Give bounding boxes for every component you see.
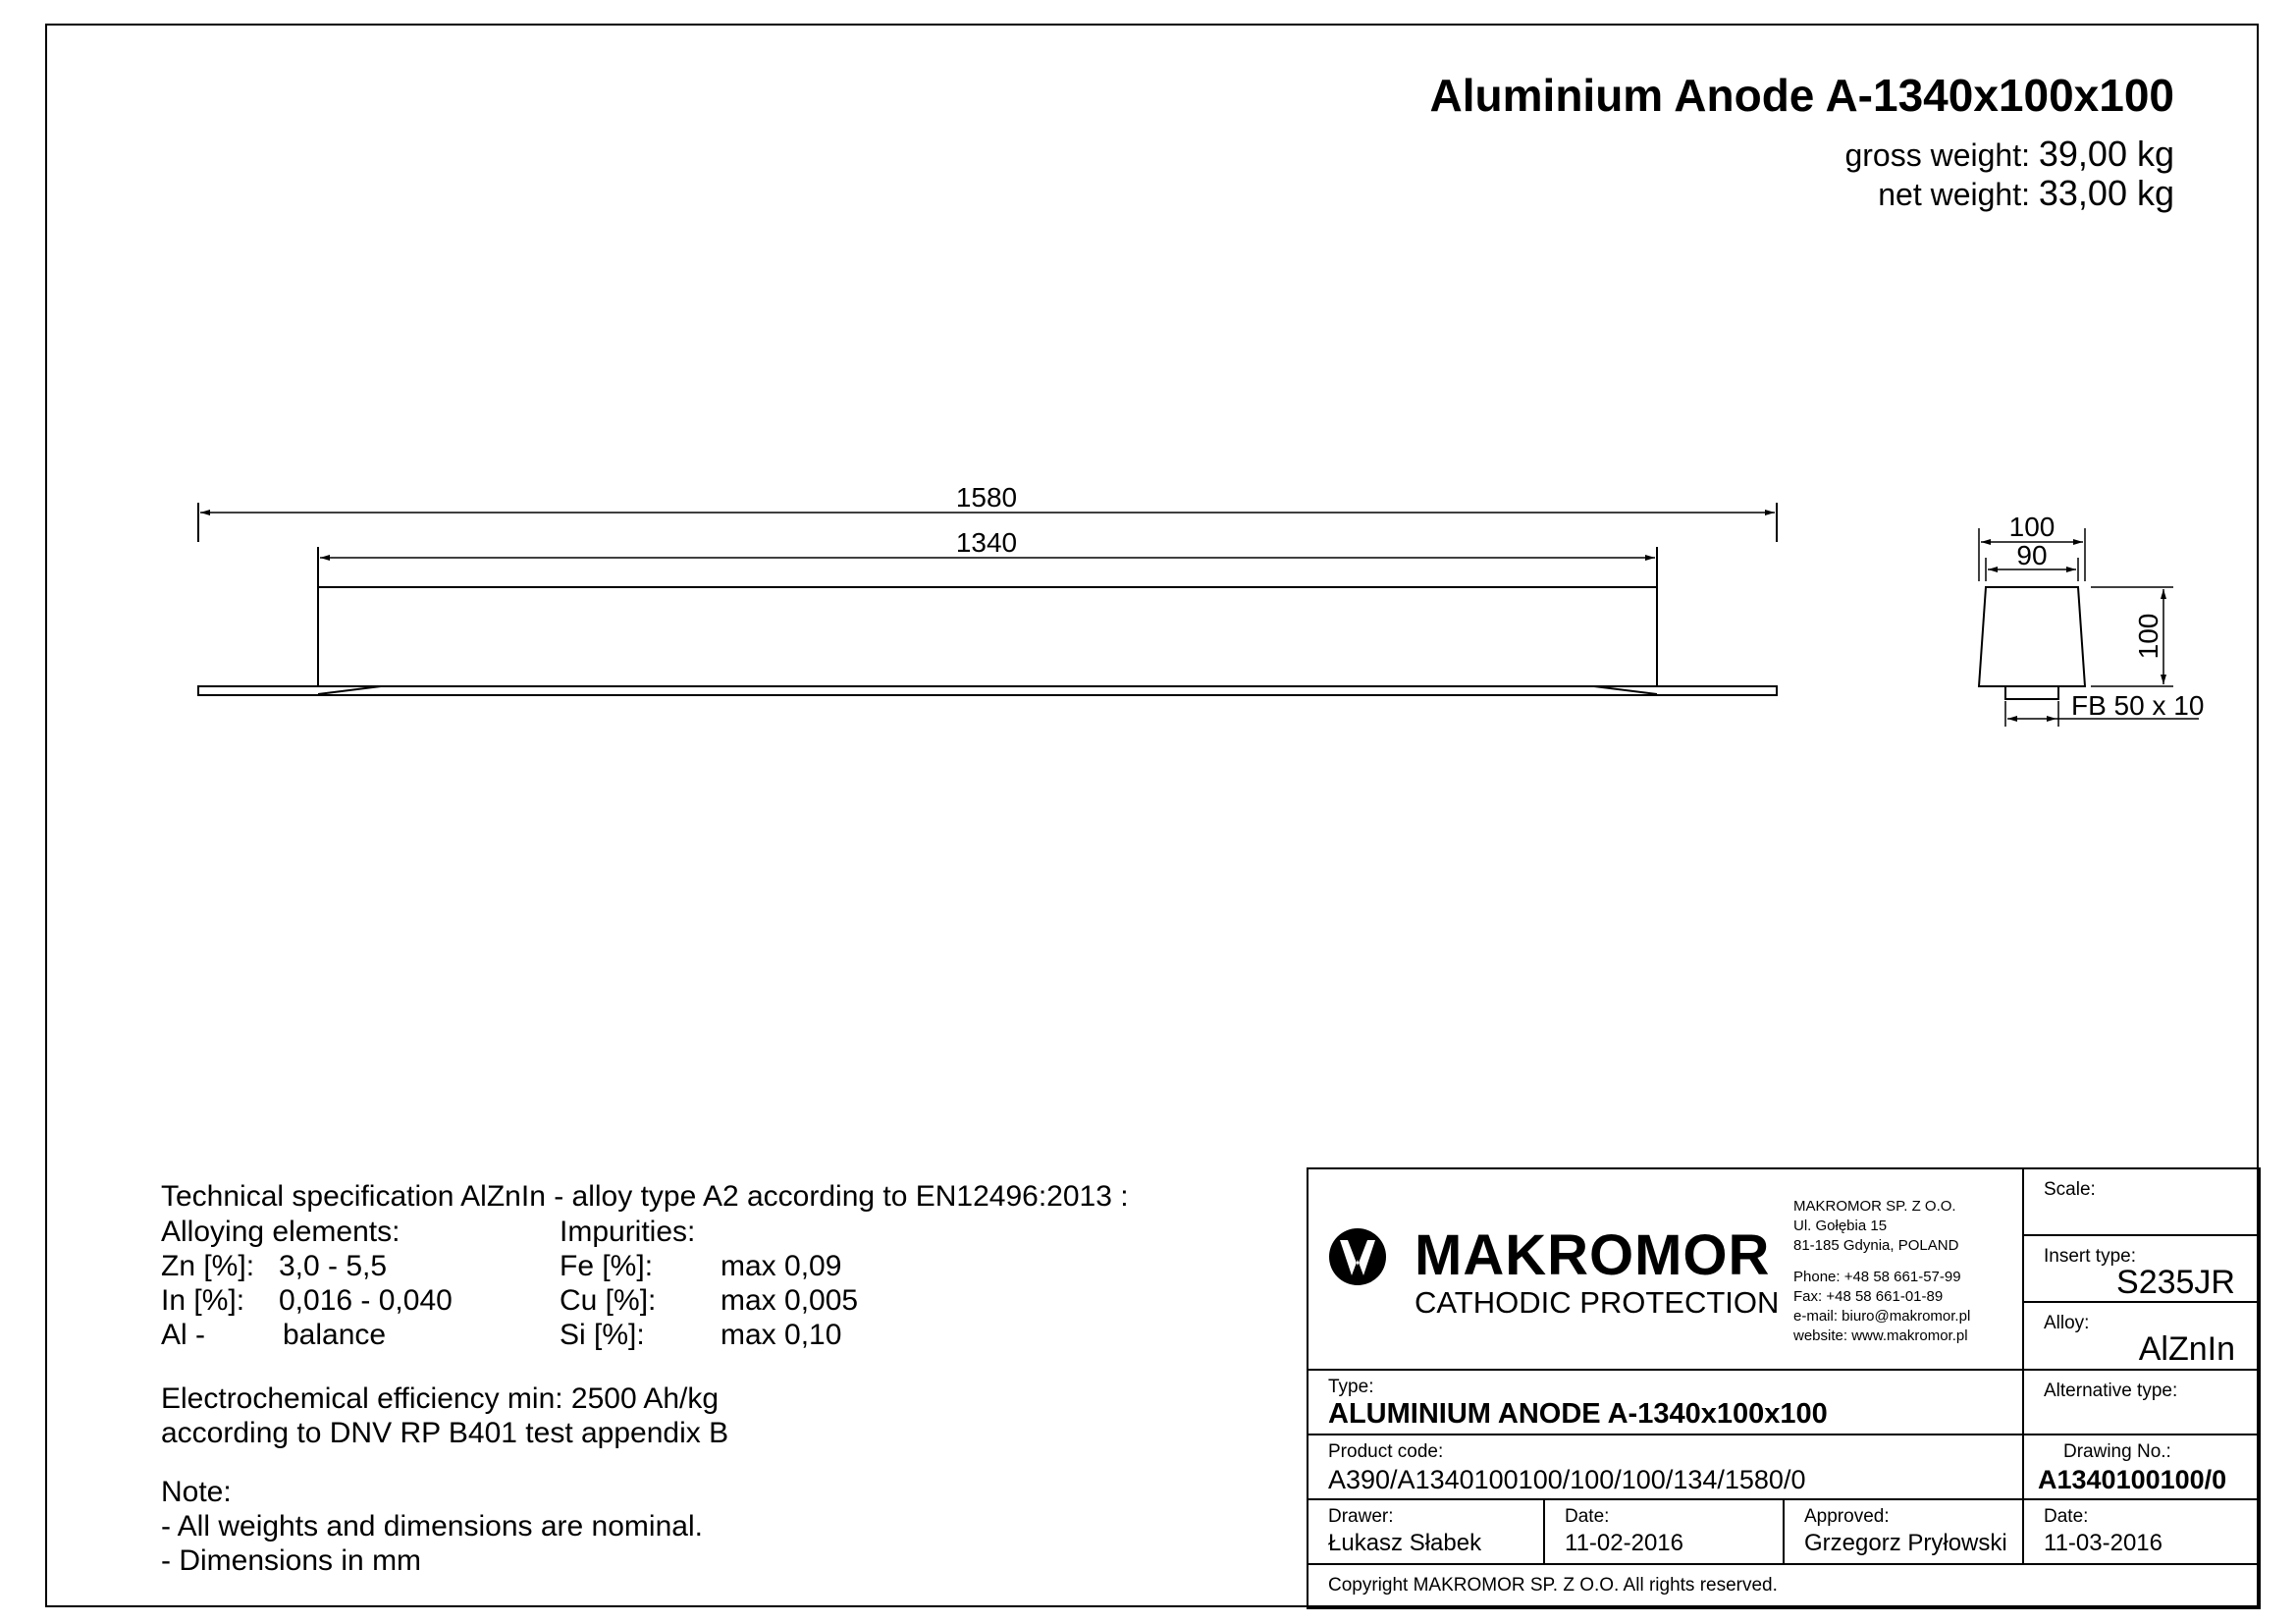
type-value: ALUMINIUM ANODE A-1340x100x100 [1328,1398,1828,1430]
address-company: MAKROMOR SP. Z O.O. [1793,1198,1956,1215]
note-line-1: - All weights and dimensions are nominal. [161,1510,703,1543]
drawing-number-value: A1340100100/0 [2038,1465,2227,1494]
date-approved-cell [2024,1500,2261,1565]
insert-cell [2024,1236,2261,1303]
type-cell [1308,1371,2024,1435]
alloy-row-zn-element: Zn [%]: [161,1250,255,1282]
product-code-value: A390/A1340100100/100/100/134/1580/0 [1328,1465,1806,1494]
alloy-value: AlZnIn [2138,1330,2235,1368]
address-fax: Fax: +48 58 661-01-89 [1793,1288,1944,1305]
anode-body-end [1979,587,2085,686]
alternative-type-label: Alternative type: [2044,1380,2178,1401]
impurity-row-cu-value: max 0,005 [721,1284,859,1317]
alloy-label: Alloy: [2044,1313,2090,1333]
gross-weight-value: 39,00 kg [2038,134,2174,174]
alloy-row-al-value: balance [283,1319,387,1351]
drawer-value: Łukasz Słabek [1328,1530,1482,1556]
makromor-logo-icon [1328,1226,1387,1287]
dimension-label-1580: 1580 [955,482,1018,513]
company-subtitle: CATHODIC PROTECTION [1415,1285,1780,1320]
approved-cell [1785,1500,2024,1565]
date-drawn-label: Date: [1565,1506,1610,1527]
product-code-cell [1308,1435,2024,1500]
note-heading: Note: [161,1476,232,1508]
drawing-number-label: Drawing No.: [2063,1441,2171,1462]
drawer-label: Drawer: [1328,1506,1394,1527]
impurity-row-si-value: max 0,10 [721,1319,842,1351]
impurities-heading: Impurities: [560,1216,696,1248]
address-street: Ul. Gołębia 15 [1793,1218,1888,1234]
address-website: website: www.makromor.pl [1793,1327,1968,1344]
flat-bar-insert [198,686,1777,695]
alloy-row-zn-value: 3,0 - 5,5 [279,1250,388,1282]
company-address [1793,1197,1970,1346]
alloy-row-in-element: In [%]: [161,1284,245,1317]
efficiency-line-2: according to DNV RP B401 test appendix B [161,1417,729,1449]
type-label: Type: [1328,1377,1374,1397]
address-phone: Phone: +48 58 661-57-99 [1793,1269,1961,1285]
scale-cell [2024,1169,2261,1236]
company-cell [1308,1169,2024,1371]
net-weight-label: net weight: [1878,177,2030,212]
insert-label: Insert type: [2044,1246,2136,1267]
title-block [1307,1167,2261,1609]
spec-heading: Technical specification AlZnIn - alloy type A2 according to EN12496:2013 : [161,1180,1129,1213]
impurity-row-si-element: Si [%]: [560,1319,645,1351]
copyright-cell [1308,1565,2261,1609]
dimension-label-width-100: 100 [2008,512,2056,542]
dimension-label-flat-bar: FB 50 x 10 [2071,690,2205,721]
company-logo-text: MAKROMOR [1415,1223,1771,1287]
approved-label: Approved: [1804,1506,1890,1527]
approved-value: Grzegorz Pryłowski [1804,1530,2007,1556]
product-code-label: Product code: [1328,1441,1444,1462]
gross-weight-label: gross weight: [1844,137,2030,173]
alloy-row-in-value: 0,016 - 0,040 [279,1284,453,1317]
alloy-row-al-element: Al - [161,1319,205,1351]
bar-transition-left [318,686,381,694]
bar-transition-right [1594,686,1657,694]
alloy-cell [2024,1303,2261,1371]
anode-body-side [318,587,1657,686]
date-drawn-value: 11-02-2016 [1565,1530,1683,1556]
drawing-title: Aluminium Anode A-1340x100x100 [1429,70,2174,121]
flat-bar-end [2005,686,2058,699]
note-line-2: - Dimensions in mm [161,1544,422,1577]
address-city: 81-185 Gdynia, POLAND [1793,1237,1959,1254]
dimension-label-width-90: 90 [2016,540,2048,570]
copyright-text: Copyright MAKROMOR SP. Z O.O. All rights reserved. [1328,1575,1778,1596]
date-approved-label: Date: [2044,1506,2089,1527]
address-email: e-mail: biuro@makromor.pl [1793,1308,1971,1325]
impurity-row-fe-element: Fe [%]: [560,1250,654,1282]
alternative-type-cell [2024,1371,2261,1435]
dimension-label-1340: 1340 [955,527,1018,558]
drawer-cell [1308,1500,1545,1565]
scale-label: Scale: [2044,1179,2096,1200]
impurity-row-fe-value: max 0,09 [721,1250,842,1282]
date-drawn-cell [1545,1500,1785,1565]
net-weight-value: 33,00 kg [2038,173,2174,213]
alloying-heading: Alloying elements: [161,1216,400,1248]
drawing-number-cell [2024,1435,2261,1500]
dimension-label-height-100: 100 [2133,613,2163,660]
insert-value: S235JR [2116,1264,2235,1301]
date-approved-value: 11-03-2016 [2044,1530,2163,1556]
impurity-row-cu-element: Cu [%]: [560,1284,657,1317]
efficiency-line-1: Electrochemical efficiency min: 2500 Ah/kg [161,1382,720,1415]
